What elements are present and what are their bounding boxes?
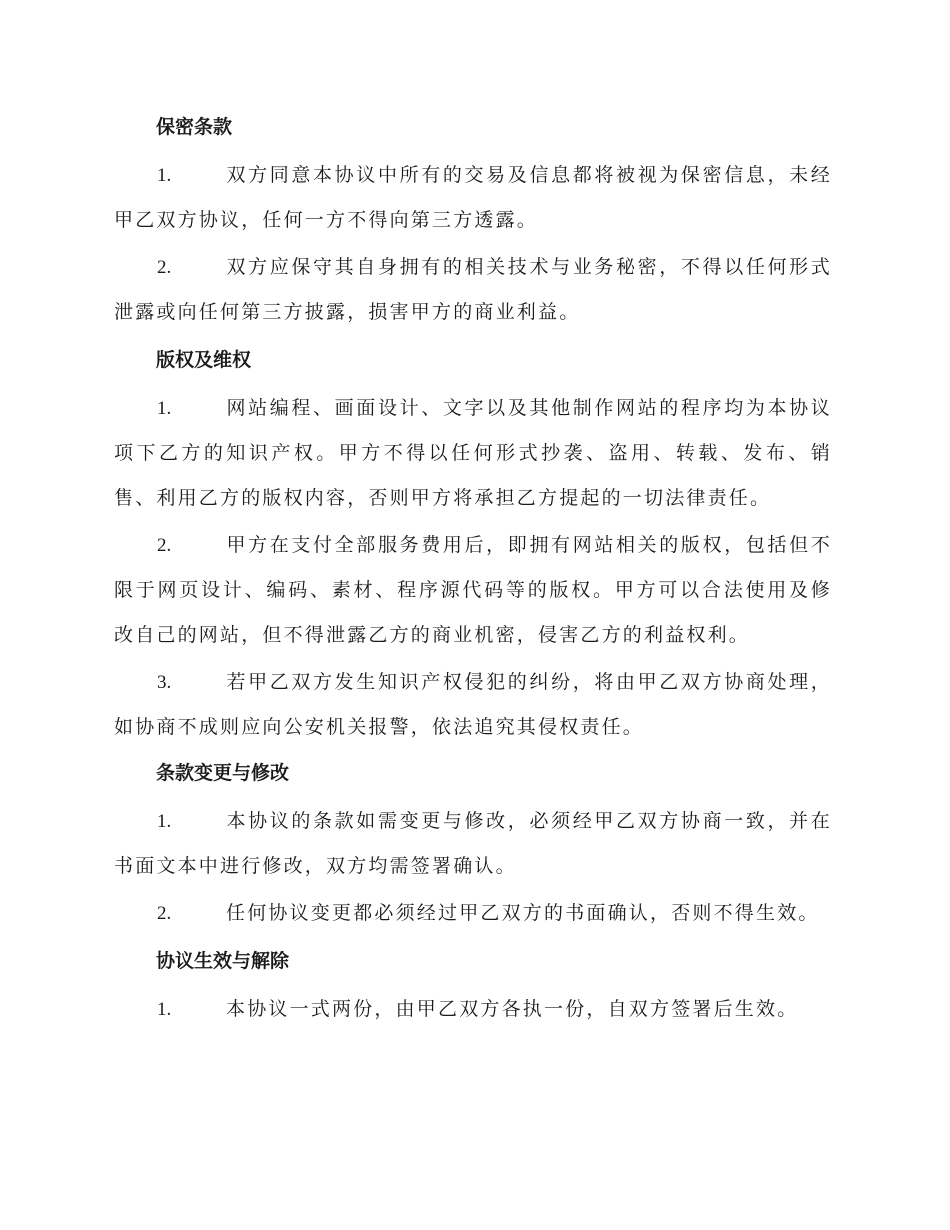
clause-number: 1. — [157, 999, 172, 1020]
clause-text: 双方同意本协议中所有的交易及信息都将被视为保密信息，未经甲乙双方协议，任何一方不得向第三方透露。 — [114, 164, 832, 231]
clause-item — [114, 523, 832, 658]
section-heading: 协议生效与解除 — [156, 950, 290, 972]
clause-item — [114, 799, 832, 889]
section-heading: 条款变更与修改 — [156, 762, 290, 784]
clause-number: 2. — [157, 903, 172, 924]
clause-text: 本协议一式两份，由甲乙双方各执一份，自双方签署后生效。 — [226, 998, 799, 1020]
document-body — [114, 104, 832, 1032]
clause-item — [114, 660, 832, 750]
clause-text: 甲方在支付全部服务费用后，即拥有网站相关的版权，包括但不限于网页设计、编码、素材、程序源代码等的版权。甲方可以合法使用及修改自己的网站，但不得泄露乙方的商业机密，侵害乙方的利益权利。 — [114, 534, 832, 646]
clause-item — [114, 386, 832, 521]
section-copyright — [114, 337, 832, 750]
section-amendment — [114, 750, 832, 936]
clause-text: 若甲乙双方发生知识产权侵犯的纠纷，将由甲乙双方协商处理，如协商不成则应向公安机关报警，依法追究其侵权责任。 — [114, 671, 832, 738]
clause-number: 3. — [157, 672, 172, 693]
clause-text: 网站编程、画面设计、文字以及其他制作网站的程序均为本协议项下乙方的知识产权。甲方不得以任何形式抄袭、盗用、转载、发布、销售、利用乙方的版权内容，否则甲方将承担乙方提起的一切法律责任。 — [114, 397, 832, 509]
clause-number: 2. — [157, 535, 172, 556]
clause-text: 任何协议变更都必须经过甲乙双方的书面确认，否则不得生效。 — [226, 902, 820, 924]
clause-item — [114, 245, 832, 335]
clause-number: 1. — [157, 398, 172, 419]
clause-text: 本协议的条款如需变更与修改，必须经甲乙双方协商一致，并在书面文本中进行修改，双方均需签署确认。 — [114, 810, 832, 877]
section-heading: 保密条款 — [156, 116, 233, 138]
section-confidentiality — [114, 104, 832, 335]
clause-text: 双方应保守其自身拥有的相关技术与业务秘密，不得以任何形式泄露或向任何第三方披露，损害甲方的商业利益。 — [114, 256, 832, 323]
section-heading: 版权及维权 — [156, 349, 252, 371]
clause-item — [114, 987, 832, 1032]
clause-item — [114, 891, 832, 936]
clause-number: 1. — [157, 165, 172, 186]
clause-number: 1. — [157, 811, 172, 832]
clause-item — [114, 153, 832, 243]
section-effect-termination — [114, 938, 832, 1032]
clause-number: 2. — [157, 257, 172, 278]
